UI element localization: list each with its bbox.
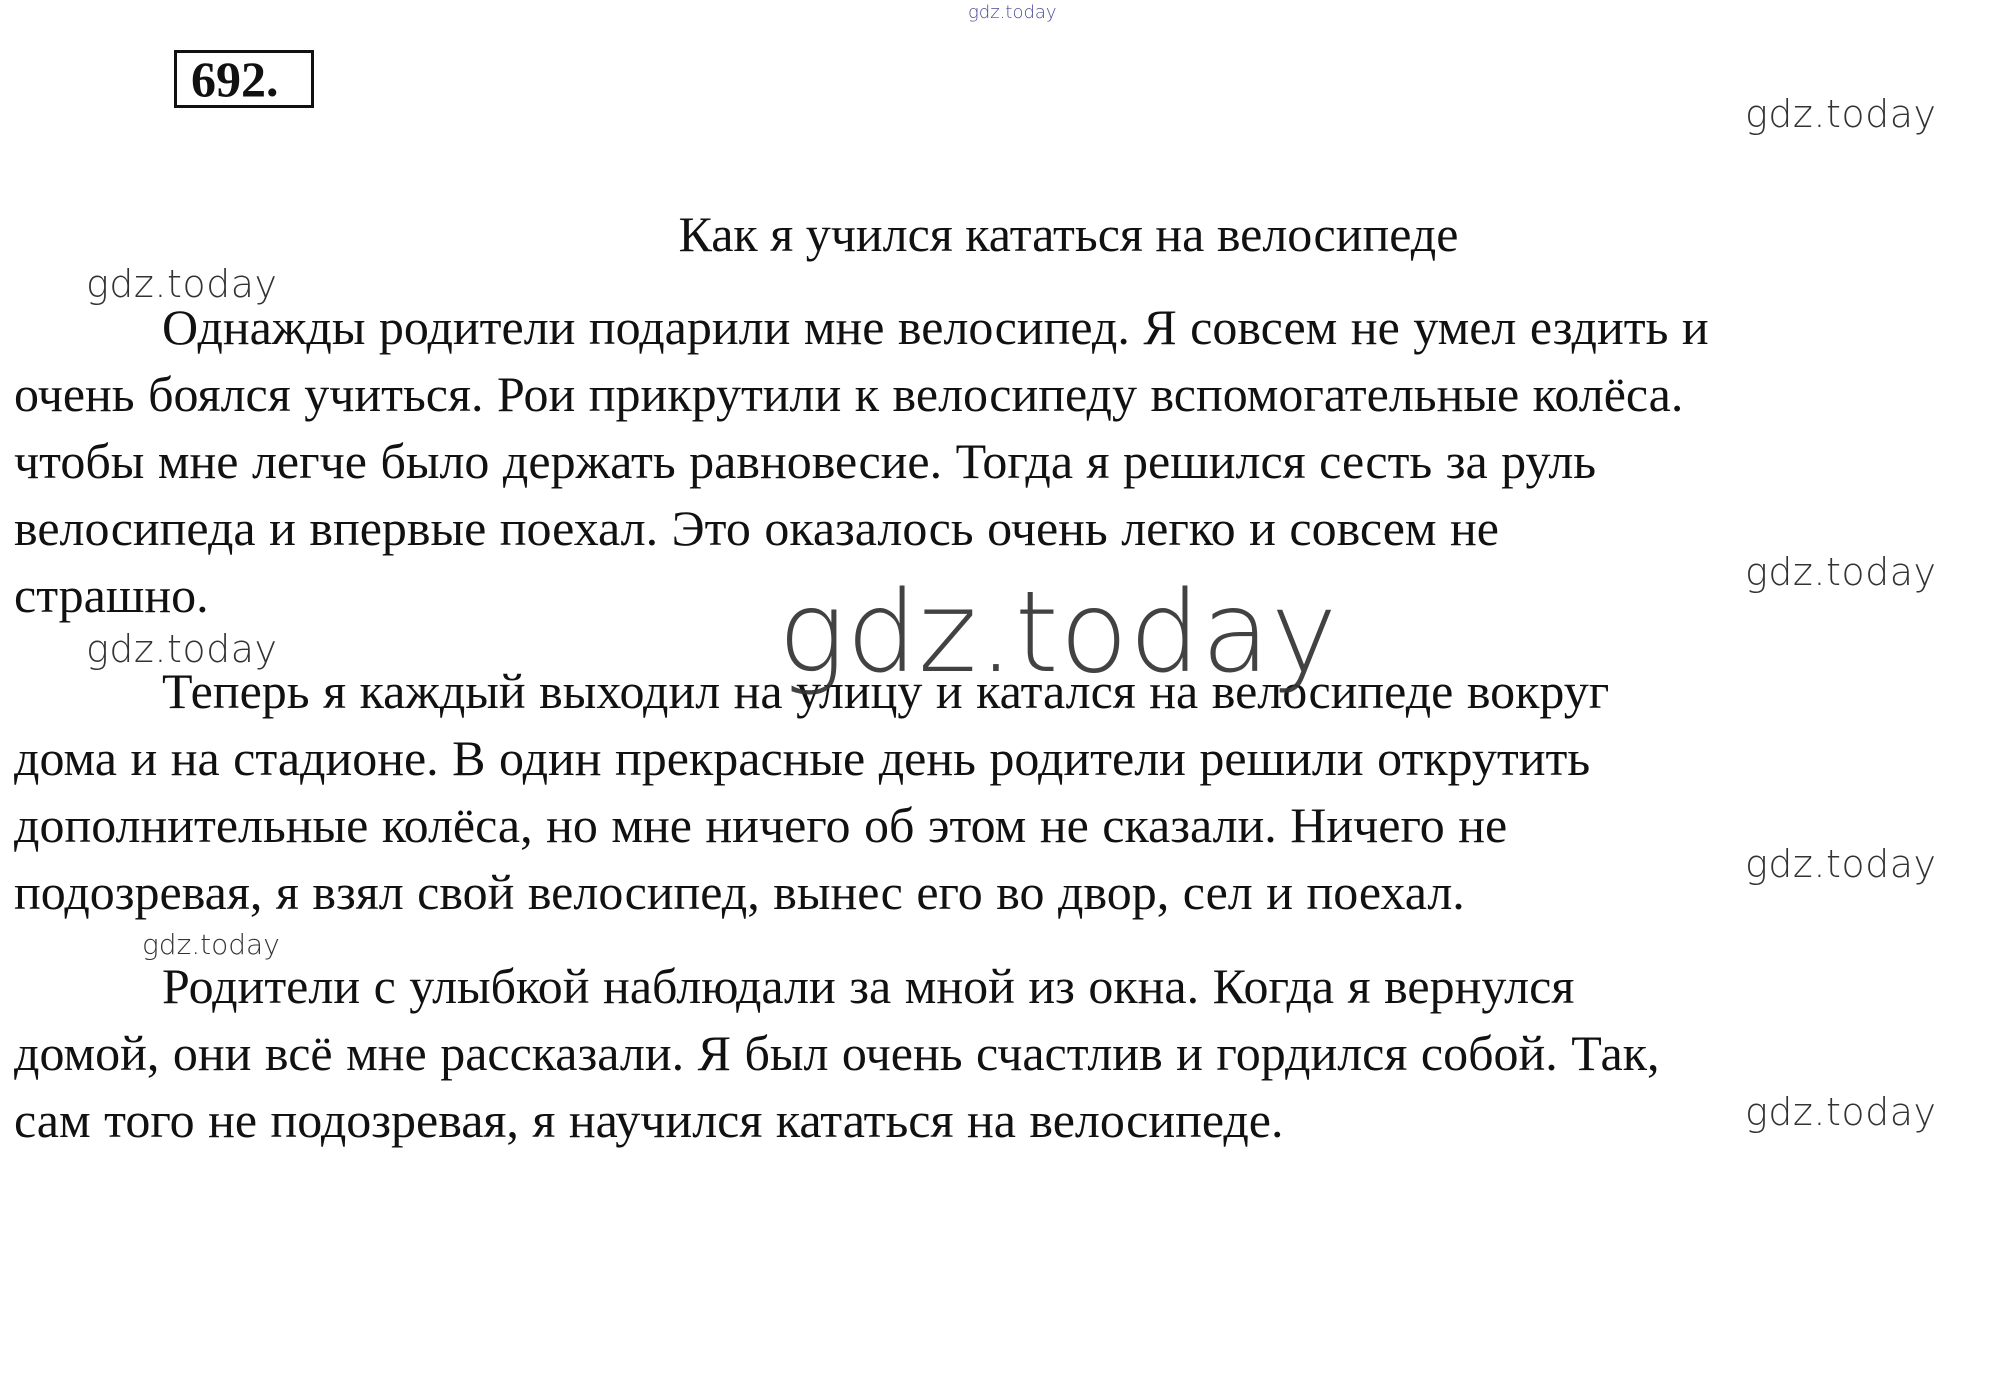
text-line: Однажды родители подарили мне велосипед. Я совсем не умел ездить и bbox=[162, 299, 1709, 355]
watermark: gdz.today bbox=[1745, 1090, 1937, 1134]
text-line: Родители с улыбкой наблюдали за мной из окна. Когда я вернулся bbox=[162, 958, 1575, 1014]
text-line: дома и на стадионе. В один прекрасные день родители решили открутить bbox=[14, 730, 1591, 786]
text-line: домой, они всё мне рассказали. Я был очень счастлив и гордился собой. Так, bbox=[14, 1025, 1660, 1081]
text-line: велосипеда и впервые поехал. Это оказалось очень легко и совсем не bbox=[14, 500, 1499, 556]
text-line: Теперь я каждый выходил на улицу и катался на велосипеде вокруг bbox=[162, 663, 1610, 719]
watermark: gdz.today bbox=[1745, 842, 1937, 886]
watermark: gdz.today bbox=[86, 627, 278, 671]
text-line: сам того не подозревая, я научился кататься на велосипеде. bbox=[14, 1092, 1284, 1148]
text-line: подозревая, я взял свой велосипед, вынес его во двор, сел и поехал. bbox=[14, 864, 1465, 920]
text-line: дополнительные колёса, но мне ничего об этом не сказали. Ничего не bbox=[14, 797, 1508, 853]
watermark-top: gdz.today bbox=[968, 2, 1057, 23]
paragraph-3 bbox=[14, 953, 1994, 1154]
page-title: Как я учился кататься на велосипеде bbox=[678, 206, 1459, 262]
watermark: gdz.today bbox=[142, 928, 280, 961]
text-line: страшно. bbox=[14, 567, 209, 623]
exercise-number: 692. bbox=[174, 50, 314, 108]
watermark-large: gdz.today bbox=[778, 568, 1339, 698]
text-line: чтобы мне легче было держать равновесие. Тогда я решился сесть за руль bbox=[14, 433, 1597, 489]
watermark: gdz.today bbox=[86, 262, 278, 306]
text-line: очень боялся учиться. Рои прикрутили к велосипеду вспомогательные колёса. bbox=[14, 366, 1684, 422]
watermark: gdz.today bbox=[1745, 550, 1937, 594]
paragraph-2 bbox=[14, 658, 1994, 926]
watermark: gdz.today bbox=[1745, 92, 1937, 136]
